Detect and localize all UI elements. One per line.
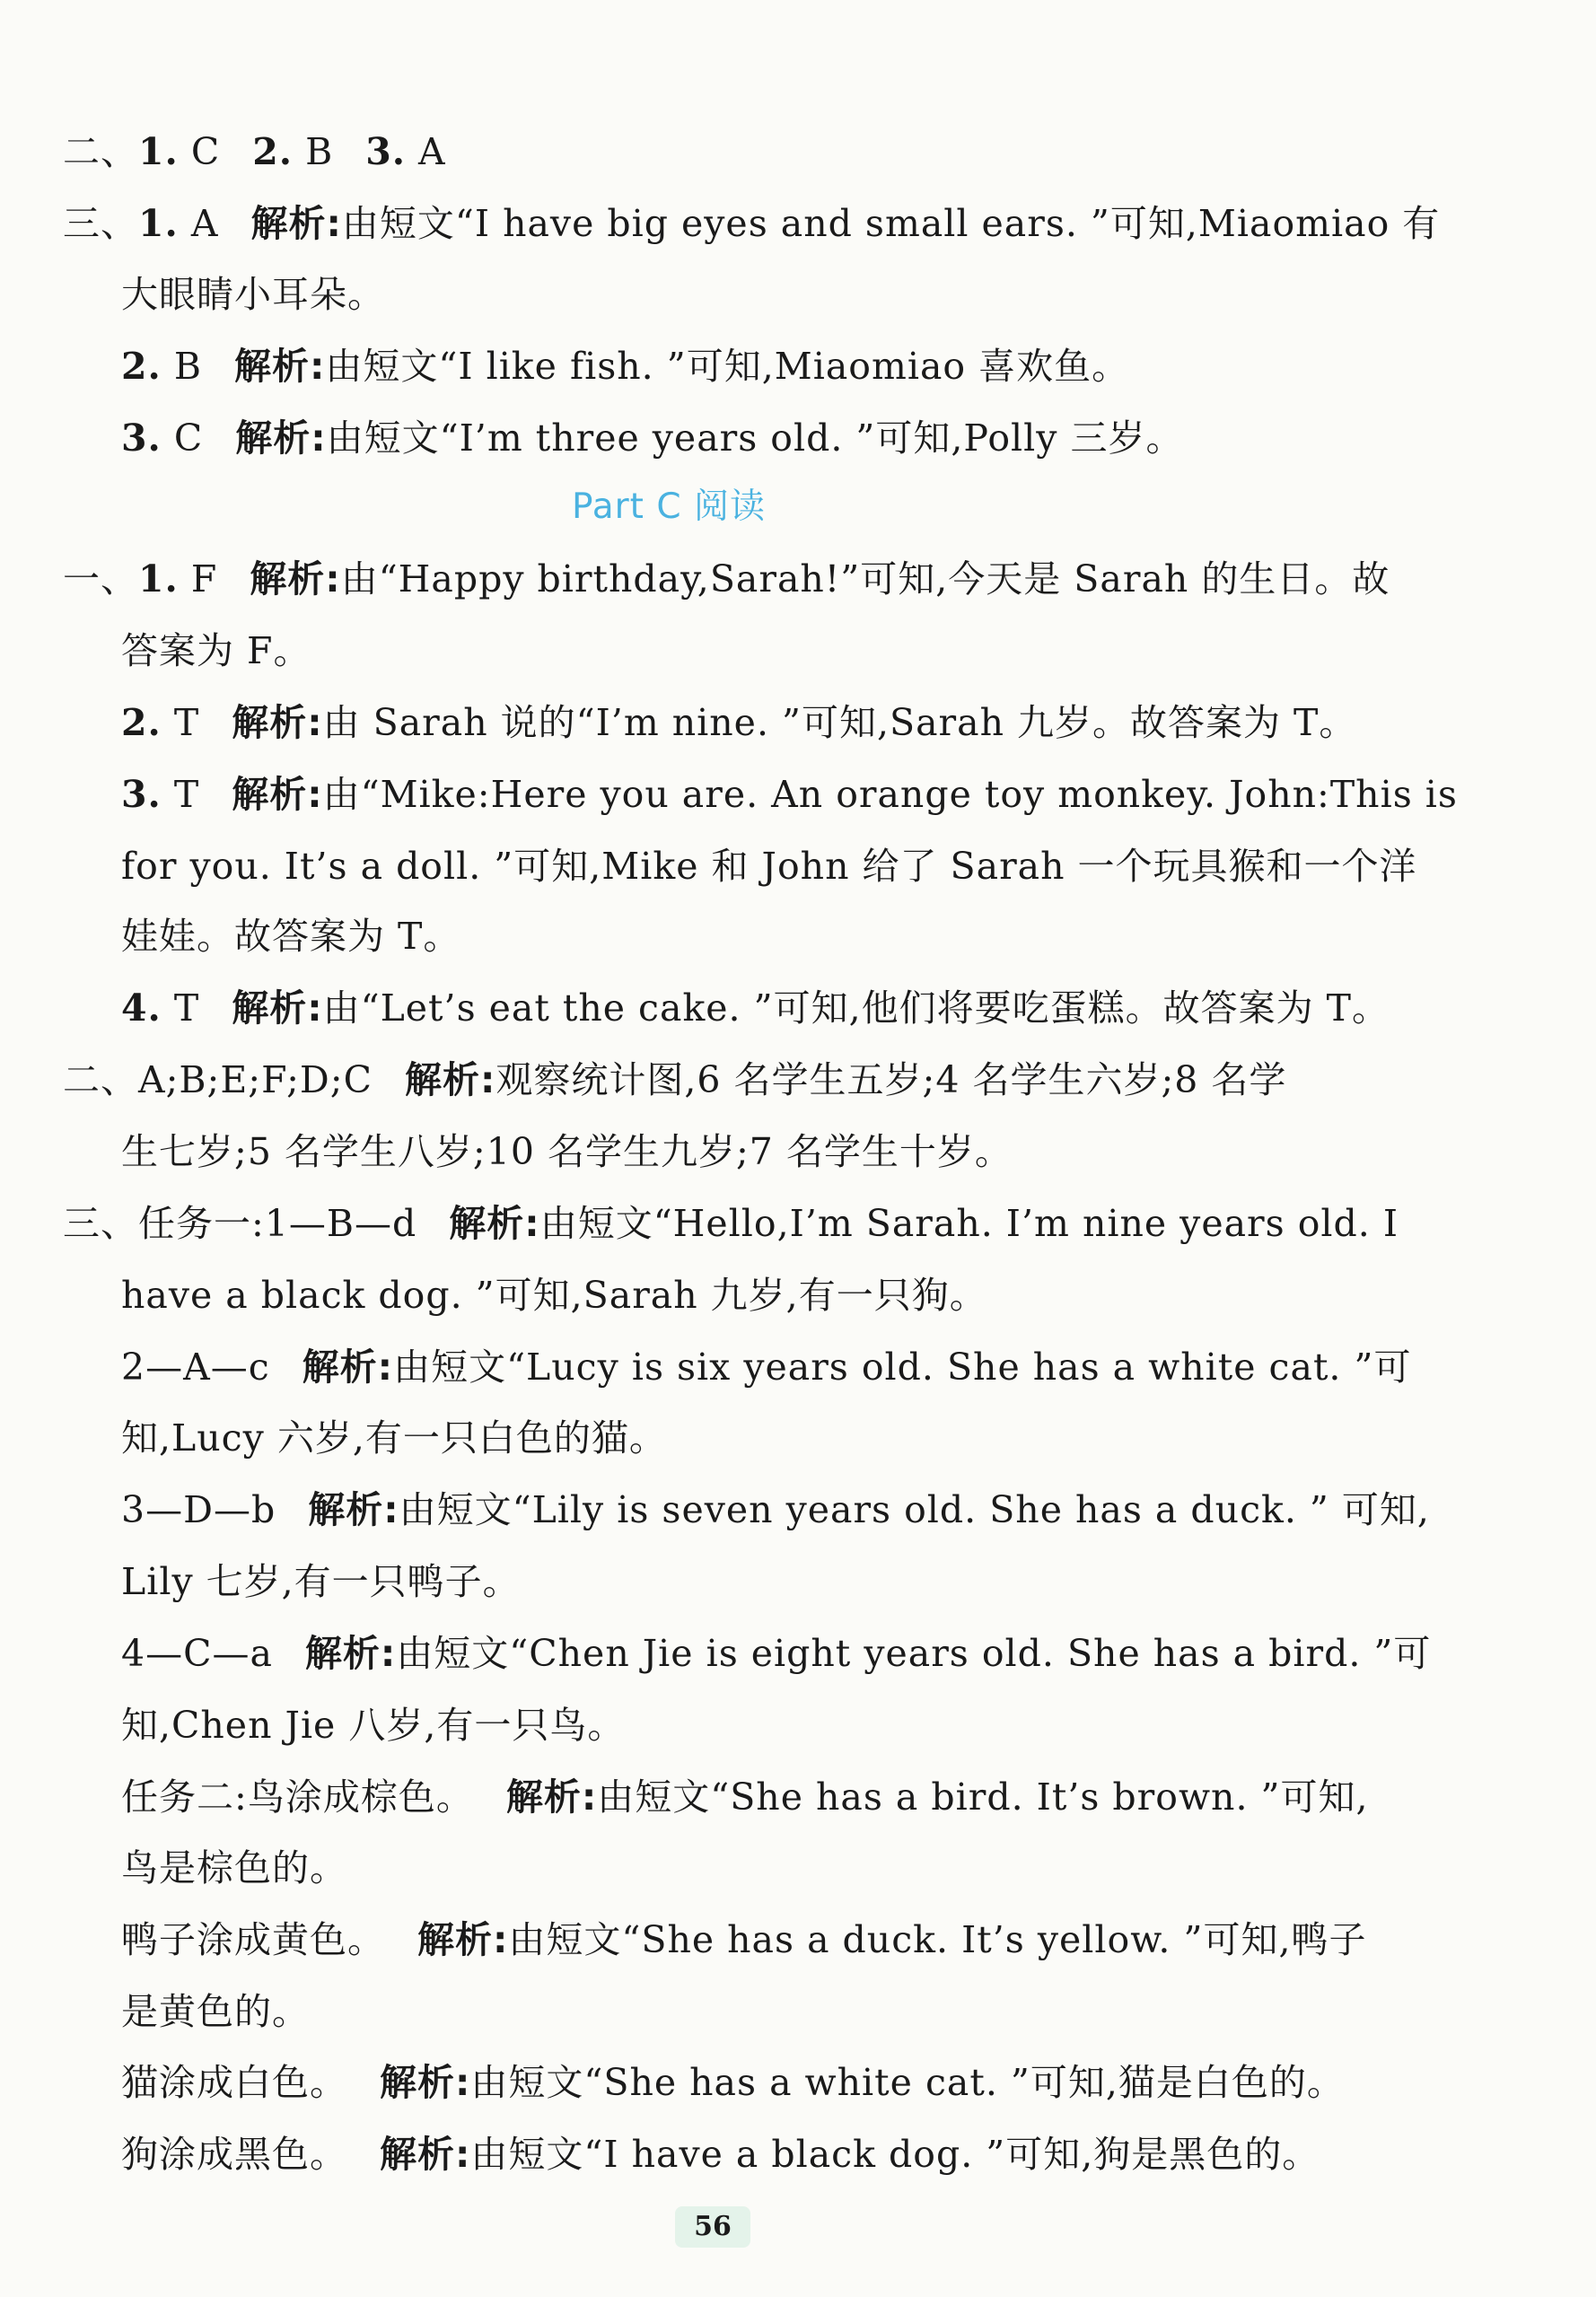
partc-1-q2: 2. T 解析:由 Sarah 说的“I’m nine. ”可知,Sarah 九岁。故答案为 T。	[121, 701, 1357, 744]
partc-3-task2-item1-cont: 鸟是棕色的。	[121, 1846, 347, 1889]
section-3-q1-cont: 大眼睛小耳朵。	[121, 273, 385, 316]
partc-3-task1-item3: 3—D—b 解析:由短文“Lily is seven years old. She has a duck. ” 可知,	[121, 1488, 1430, 1531]
analysis-label: 解析:	[232, 986, 323, 1030]
partc-1-q4: 4. T 解析:由“Let’s eat the cake. ”可知,他们将要吃蛋糕。故答案为 T。	[121, 986, 1390, 1030]
partc-2-cont: 生七岁;5 名学生八岁;10 名学生九岁;7 名学生十岁。	[121, 1130, 1013, 1173]
section-3-q2: 2. B 解析:由短文“I like fish. ”可知,Miaomiao 喜欢鱼。	[121, 345, 1130, 388]
analysis-label: 解析:	[232, 701, 323, 744]
partc-3-task1-item4: 4—C—a 解析:由短文“Chen Jie is eight years old. She has a bird. ”可	[121, 1632, 1432, 1675]
partc-3-task2-item2-cont: 是黄色的。	[121, 1990, 310, 2033]
partc-3-task1-item1-cont: have a black dog. ”可知,Sarah 九岁,有一只狗。	[121, 1274, 987, 1317]
partc-3-task2-item3: 猫涂成白色。 解析:由短文“She has a white cat. ”可知,猫是白色的。	[121, 2061, 1345, 2104]
analysis-label: 解析:	[505, 1775, 598, 1819]
analysis-label: 解析:	[380, 2061, 471, 2104]
partc-3-task2-item1: 任务二:鸟涂成棕色。 解析:由短文“She has a bird. It’s brown. ”可知,	[121, 1775, 1369, 1819]
analysis-label: 解析:	[308, 1488, 399, 1531]
analysis-label: 解析:	[449, 1202, 540, 1245]
analysis-label: 解析:	[380, 2133, 471, 2176]
partc-3-task1-item1: 三、任务一:1—B—d 解析:由短文“Hello,I’m Sarah. I’m nine years old. I	[63, 1202, 1399, 1245]
analysis-label: 解析:	[235, 416, 327, 460]
section-3-q1: 三、1. A 解析:由短文“I have big eyes and small ears. ”可知,Miaomiao 有	[63, 202, 1441, 245]
section-3-q3: 3. C 解析:由短文“I’m three years old. ”可知,Polly 三岁。	[121, 416, 1184, 460]
page-number: 56	[675, 2206, 750, 2248]
analysis-label: 解析:	[404, 1058, 496, 1101]
partc-3-task1-item3-cont: Lily 七岁,有一只鸭子。	[121, 1560, 521, 1603]
partc-3-task1-item2: 2—A—c 解析:由短文“Lucy is six years old. She has a white cat. ”可	[121, 1346, 1412, 1389]
analysis-label: 解析:	[250, 557, 341, 601]
partc-3-task1-item4-cont: 知,Chen Jie 八岁,有一只鸟。	[121, 1704, 626, 1747]
partc-1-q1: 一、1. F 解析:由“Happy birthday,Sarah!”可知,今天是 Sarah 的生日。故	[63, 557, 1390, 601]
partc-1-q3-cont2: 娃娃。故答案为 T。	[121, 915, 461, 958]
analysis-label: 解析:	[417, 1918, 509, 1961]
analysis-label: 解析:	[233, 345, 326, 388]
partc-2: 二、A;B;E;F;D;C 解析:观察统计图,6 名学生五岁;4 名学生六岁;8 名学	[63, 1058, 1287, 1101]
analysis-label: 解析:	[250, 202, 342, 245]
section-2-answers: 二、1. C 2. B 3. A	[63, 130, 446, 173]
partc-1-q3: 3. T 解析:由“Mike:Here you are. An orange toy monkey. John:This is	[121, 773, 1458, 816]
section-prefix: 二、	[63, 130, 138, 173]
partc-3-task1-item2-cont: 知,Lucy 六岁,有一只白色的猫。	[121, 1416, 667, 1460]
analysis-label: 解析:	[232, 773, 323, 816]
part-c-heading: Part C 阅读	[571, 487, 767, 527]
partc-3-task2-item2: 鸭子涂成黄色。 解析:由短文“She has a duck. It’s yellow. ”可知,鸭子	[121, 1918, 1367, 1961]
partc-3-task2-item4: 狗涂成黑色。 解析:由短文“I have a black dog. ”可知,狗是黑色的。	[121, 2133, 1320, 2176]
analysis-label: 解析:	[304, 1632, 397, 1675]
partc-1-q1-cont: 答案为 F。	[121, 629, 311, 672]
analysis-label: 解析:	[302, 1346, 394, 1389]
partc-1-q3-cont: for you. It’s a doll. ”可知,Mike 和 John 给了 Sarah 一个玩具猴和一个洋	[121, 845, 1417, 888]
